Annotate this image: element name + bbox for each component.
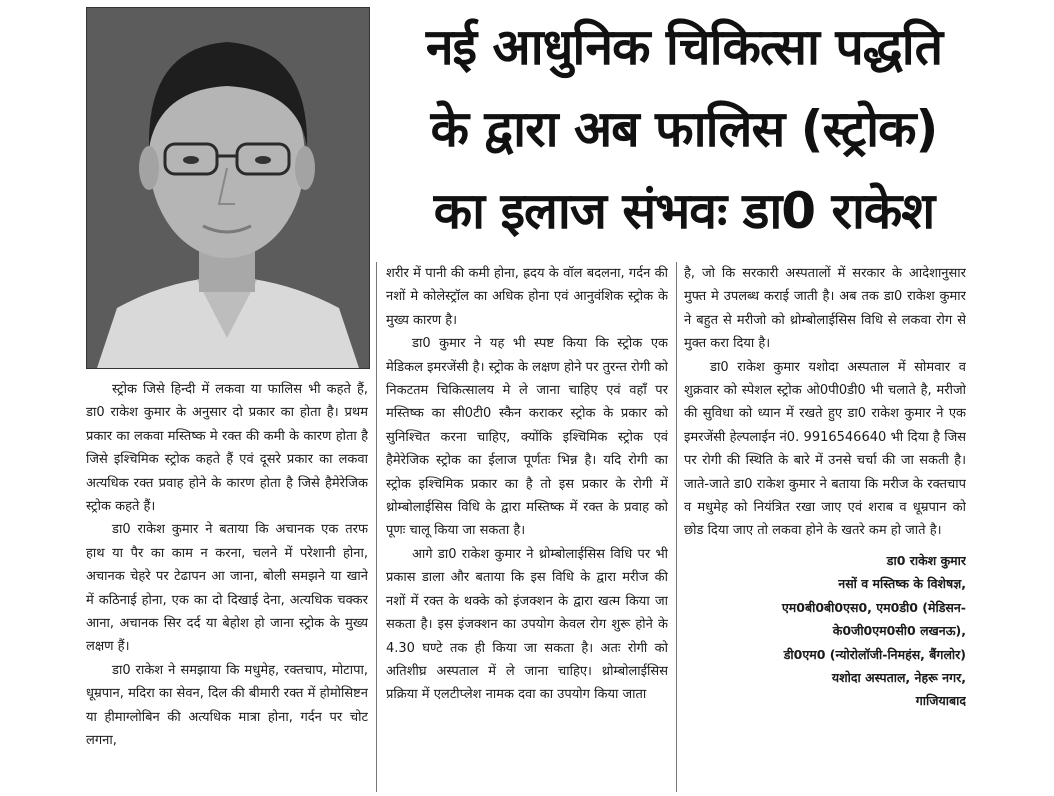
doctor-portrait-photo [86,7,370,369]
headline-line-1: नई आधुनिक चिकित्सा पद्धति [425,18,943,76]
byline-city: गाजियाबाद [915,693,966,709]
paragraph: शरीर में पानी की कमी होना, ह्रदय के वॉल बदलना, गर्दन की नशों मे कोलेस्ट्रॉल का अधिक होना एवं आनुवंशिक स्ट्रोक के मुख्य कारण है। [386,266,668,328]
byline-degree: डी0एम0 (न्योरोलॉजी-निमहंस, बैंगलोर) [783,646,966,662]
paragraph: स्ट्रोक जिसे हिन्दी में लकवा या फालिस भी कहते हैं, डा0 राकेश कुमार के अनुसार दो प्रकार का होता है। प्रथम प्रकार का लकवा मस्तिष्क मे रक्त की कमी के कारण होता है जिसे इश्चिमिक स्ट्रोक कहते हैं एवं दूसरे प्रकार का लकवा अत्यधिक रक्त प्रवाह होने के कारण होता है जिसे हैमेरेजिक स्ट्रोक कहते हैं। [86,382,368,515]
paragraph: डा0 राकेश कुमार यशोदा अस्पताल में सोमवार व शुक्रवार को स्पेशल स्ट्रोक ओ0पी0डी0 भी चलाते है, मरीजो की सुविधा को ध्यान में रखते हुए डा0 राकेश कुमार ने एक इमरजेंसी हेल्पलाईन नं0. 9916546640 भी दिया है जिस पर रोगी की स्थिति के बारे में उनसे चर्चा की जा सकती है। जाते-जाते डा0 राकेश कुमार ने बताया कि मरीज के रक्तचाप व मधुमेह को नियंत्रित रखा जाए एवं शराब व धूम्रपान को छोड दिया जाए तो लकवा होने के खतरे कम हो जाते है। [684,359,966,539]
article-headline [384,6,984,250]
article-column-3 [684,262,966,792]
headline-line-3: का इलाज संभवः डा0 राकेश [433,182,935,240]
paragraph: डा0 राकेश कुमार ने बताया कि अचानक एक तरफ हाथ या पैर का काम न करना, चलने में परेशानी होना, अचानक चेहरे पर टेढापन आ जाना, बोली समझने या खाने में कठिनाई होना, एक का दो दिखाई देना, अत्यधिक चक्कर आना, अचानक सिर दर्द या बेहोश हो जाना स्ट्रोक के मुख्य लक्षण हैं। [86,522,368,655]
byline-degree: एम0बी0बी0एस0, एम0डी0 (मेडिसन- [781,599,966,615]
byline-degree: के0जी0एम0सी0 लखनऊ), [832,623,966,639]
paragraph: है, जो कि सरकारी अस्पतालों में सरकार के आदेशानुसार मुफ्त मे उपलब्ध कराई जाती है। अब तक डा0 राकेश कुमार ने बहुत से मरीजो को थ्रोम्बोलाईसिस विधि से लकवा रोग से मुक्त करा दिया है। [684,266,966,352]
byline-name: डा0 राकेश कुमार [886,552,966,568]
byline-title: नसों व मस्तिष्क के विशेषज्ञ, [838,576,966,592]
paragraph: डा0 राकेश ने समझाया कि मधुमेह, रक्तचाप, मोटापा, धूम्रपान, मदिरा का सेवन, दिल की बीमारी रक्त में होमोसिष्टन या हीमाग्लोबिन की अत्यधिक मात्रा होना, गर्दन पर चोट लगना, [86,662,368,749]
byline-hospital: यशोदा अस्पताल, नेहरू नगर, [831,669,966,685]
portrait-image [87,8,369,368]
paragraph: डा0 कुमार ने यह भी स्पष्ट किया कि स्ट्रोक एक मेडिकल इमरजेंसी है। स्ट्रोक के लक्षण होने पर तुरन्त रोगी को निकटतम चिकित्सालय मे ले जाना चाहिए एवं वहाँ पर मस्तिष्क का सी0टी0 स्कैन कराकर स्ट्रोक के प्रकार को सुनिश्चित करना चाहिए, क्योंकि इश्चिमिक स्ट्रोक एवं हैमेरेजिक स्ट्रोक का ईलाज पूर्णतः भिन्न है। यदि रोगी का स्ट्रोक इश्चिमिक प्रकार का है तो इस प्रकार के रोगी में थ्रोम्बोलाईसिस विधि के द्वारा मस्तिष्क में रक्त के प्रवाह को पूणः चालू किया जा सकता है। [386,336,668,539]
column-divider [376,262,377,792]
headline-line-2: के द्वारा अब फालिस (स्ट्रोक) [430,100,938,158]
column-divider [676,262,677,792]
article-column-1 [86,378,368,792]
author-byline [684,549,966,713]
article-column-2 [386,262,668,792]
paragraph: आगे डा0 राकेश कुमार ने थ्रोम्बोलाईसिस विधि पर भी प्रकास डाला और बताया कि इस विधि के द्वारा मरीज की नशों में रक्त के थक्के को इंजक्शन के द्वारा खत्म किया जा सकता है। इस इंजक्शन का उपयोग केवल रोग शुरू होने के 4.30 घण्टे तक ही किया जा सकता है। अतः रोगी को अतिशीघ्र अस्पताल में ले जाना चाहिए। थ्रोम्बोलाईसिस प्रक्रिया में एलटीप्लेश नामक दवा का उपयोग किया जाता [386,546,668,703]
